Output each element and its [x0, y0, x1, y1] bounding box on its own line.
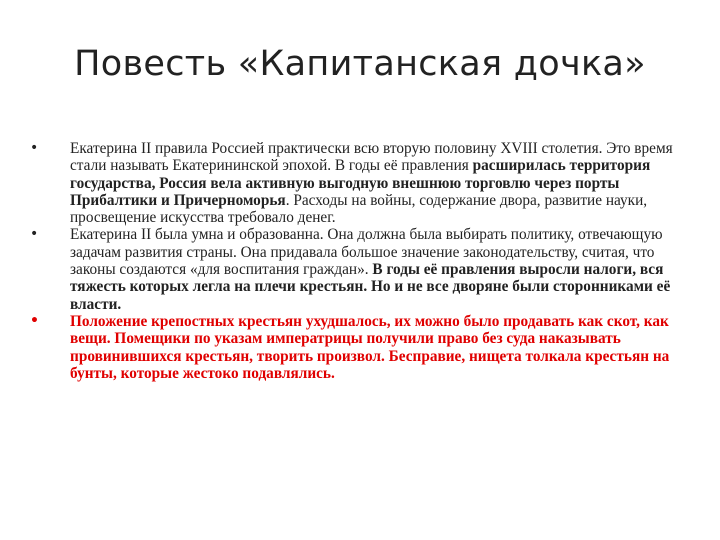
- bullet-icon: •: [30, 312, 39, 329]
- bullet-icon: •: [30, 226, 39, 243]
- list-item: [30, 226, 680, 312]
- item-2-emphasis: В годы её правления выросли налоги, вся тяжесть которых легла на плечи крестьян. Но и не все дворяне были сторонниками её власти.: [70, 261, 671, 313]
- item-2-text: Екатерина II была умна и образованна. Она должна была выбирать политику, отвечающую задачам развития страны. Она придавала большое значение законодательству, считая, что законы создаются «для воспитания граждан».: [70, 226, 663, 279]
- list-item: [30, 313, 680, 382]
- item-3-text: Положение крепостных крестьян ухудшалось, их можно было продавать как скот, как вещи. Помещики по указам императрицы получили право без суда наказывать провинившихся крестьян, творить произвол. Бесправие, нищета толкала крестьян на бунты, которые жестоко подавлялись.: [70, 312, 670, 382]
- slide-title: Повесть «Капитанская дочка»: [74, 44, 646, 84]
- item-1-emphasis: расширилась территория государства, Россия вела активную выгодную внешнюю торговлю через порты Прибалтики и Причерноморья: [70, 157, 651, 209]
- item-1-text: Екатерина II правила Россией практически всю вторую половину XVIII столетия. Это время стали называть Екатерининской эпохой. В годы её правления: [70, 140, 673, 175]
- item-1-text-end: . Расходы на войны, содержание двора, развитие науки, просвещение искусства требовало денег.: [70, 191, 648, 227]
- list-item: [30, 140, 680, 226]
- bullet-icon: •: [30, 140, 39, 156]
- bullet-list: [30, 140, 680, 382]
